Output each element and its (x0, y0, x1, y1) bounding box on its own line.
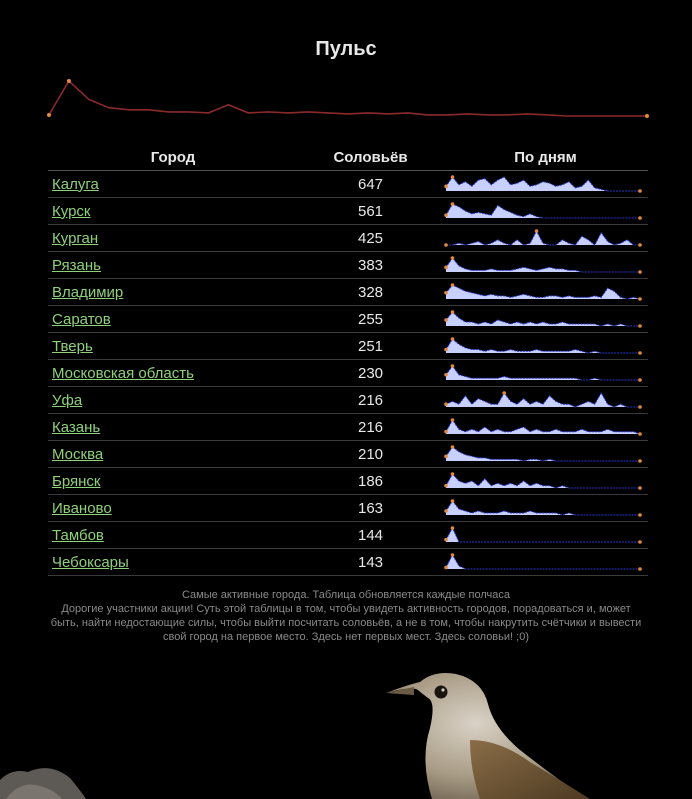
city-cell (48, 252, 298, 279)
sparkline-point (535, 229, 539, 233)
sparkline-point (444, 243, 448, 247)
sparkline-point (444, 455, 448, 459)
sparkline-area (446, 312, 640, 326)
sparkline-point (638, 351, 642, 355)
nightingale-count: 255 (298, 306, 443, 333)
city-ranking-table (48, 144, 648, 576)
sparkline-point (451, 418, 455, 422)
nightingale-count: 143 (298, 549, 443, 576)
sparkline-point (444, 213, 448, 217)
sparkline-line (446, 366, 640, 380)
city-link[interactable]: Казань (52, 418, 101, 436)
pulse-line (49, 81, 647, 116)
city-link[interactable]: Чебоксары (52, 553, 129, 571)
sparkline-point (638, 540, 642, 544)
sparkline-point (638, 378, 642, 382)
sparkline-point (444, 373, 448, 377)
city-link[interactable]: Московская область (52, 364, 194, 382)
city-link[interactable]: Тамбов (52, 526, 104, 544)
daily-sparkline-cell (443, 495, 648, 522)
nightingale-count: 216 (298, 414, 443, 441)
daily-sparkline-cell (443, 360, 648, 387)
daily-sparkline-cell (443, 225, 648, 252)
sparkline-point (451, 175, 455, 179)
city-link[interactable]: Тверь (52, 337, 93, 355)
sparkline-point (444, 185, 448, 189)
sparkline-area (446, 258, 640, 272)
city-link[interactable]: Калуга (52, 175, 99, 193)
daily-sparkline-cell (443, 198, 648, 225)
sparkline-point (444, 266, 448, 270)
header-count: Соловьёв (298, 144, 443, 171)
nightingale-count: 425 (298, 225, 443, 252)
sparkline-point (451, 310, 455, 314)
pulse-point (67, 79, 71, 83)
sparkline-area (446, 339, 640, 353)
sparkline-point (638, 567, 642, 571)
sparkline-point (638, 270, 642, 274)
sparkline-point (451, 553, 455, 557)
table-row (48, 414, 648, 441)
daily-sparkline (443, 390, 643, 410)
sparkline-point (451, 256, 455, 260)
notes-caption: Самые активные города. Таблица обновляется каждые полчаса (181, 589, 511, 601)
sparkline-area (446, 177, 640, 191)
sparkline-point (451, 526, 455, 530)
sparkline-point (638, 432, 642, 436)
nightingale-count: 210 (298, 441, 443, 468)
daily-sparkline-cell (443, 549, 648, 576)
table-row (48, 225, 648, 252)
table-row (48, 495, 648, 522)
city-link[interactable]: Саратов (52, 310, 111, 328)
daily-sparkline (443, 228, 643, 248)
city-cell (48, 333, 298, 360)
daily-sparkline-cell (443, 387, 648, 414)
sparkline-point (451, 445, 455, 449)
city-cell (48, 198, 298, 225)
sparkline-point (451, 472, 455, 476)
sparkline-point (444, 318, 448, 322)
sparkline-point (444, 484, 448, 488)
daily-sparkline (443, 552, 643, 572)
daily-sparkline (443, 525, 643, 545)
city-cell (48, 360, 298, 387)
sparkline-point (638, 243, 642, 247)
daily-sparkline-cell (443, 171, 648, 198)
daily-sparkline-cell (443, 414, 648, 441)
nightingale-count: 163 (298, 495, 443, 522)
daily-sparkline (443, 309, 643, 329)
sparkline-point (451, 337, 455, 341)
daily-sparkline (443, 417, 643, 437)
daily-sparkline (443, 174, 643, 194)
city-link[interactable]: Курск (52, 202, 91, 220)
page-title: Пульс (315, 38, 377, 60)
sparkline-point (451, 364, 455, 368)
pulse-point (47, 113, 51, 117)
daily-sparkline (443, 255, 643, 275)
table-row (48, 441, 648, 468)
city-cell (48, 171, 298, 198)
table-row (48, 333, 648, 360)
city-cell (48, 414, 298, 441)
sparkline-point (638, 405, 642, 409)
city-cell (48, 522, 298, 549)
daily-sparkline-cell (443, 252, 648, 279)
daily-sparkline (443, 336, 643, 356)
city-cell (48, 468, 298, 495)
table-row (48, 522, 648, 549)
sparkline-point (638, 324, 642, 328)
bird-eye-glint (441, 688, 444, 691)
sparkline-point (638, 486, 642, 490)
header-daily: По дням (443, 144, 648, 171)
pulse-point (645, 114, 649, 118)
city-link[interactable]: Курган (52, 229, 99, 247)
daily-sparkline (443, 498, 643, 518)
city-cell (48, 495, 298, 522)
daily-sparkline-cell (443, 333, 648, 360)
nightingale-count: 230 (298, 360, 443, 387)
city-cell (48, 225, 298, 252)
table-header-row (48, 144, 648, 171)
daily-sparkline (443, 201, 643, 221)
footer-notes (46, 588, 646, 644)
sparkline-point (444, 430, 448, 434)
daily-sparkline (443, 471, 643, 491)
sparkline-point (444, 566, 448, 570)
city-link[interactable]: Брянск (52, 472, 101, 490)
daily-sparkline-cell (443, 441, 648, 468)
sparkline-line (446, 555, 640, 569)
table-row (48, 468, 648, 495)
sparkline-area (446, 447, 640, 461)
sparkline-point (638, 189, 642, 193)
city-cell (48, 387, 298, 414)
daily-sparkline (443, 363, 643, 383)
sparkline-point (444, 348, 448, 352)
daily-sparkline-cell (443, 306, 648, 333)
nightingale-photo (0, 640, 692, 799)
bird-eye (435, 686, 448, 699)
sparkline-area (446, 393, 640, 407)
table-row (48, 171, 648, 198)
sparkline-point (638, 459, 642, 463)
sparkline-point (638, 216, 642, 220)
table-row (48, 549, 648, 576)
daily-sparkline-cell (443, 279, 648, 306)
table-row (48, 387, 648, 414)
table-row (48, 279, 648, 306)
table-row (48, 306, 648, 333)
daily-sparkline (443, 282, 643, 302)
nightingale-count: 383 (298, 252, 443, 279)
sparkline-point (444, 509, 448, 513)
notes-message: Дорогие участники акции! Суть этой таблицы в том, чтобы увидеть активность городов, порадоваться и, может быть, найти недостающие силы, чтобы выйти посчитать соловьёв, а не в том, чтобы накрутить счётчики и вывести свой город на первое место. Здесь нет первых мест. Здесь соловьи! ;0) (50, 603, 642, 643)
sparkline-point (451, 283, 455, 287)
sparkline-point (451, 202, 455, 206)
daily-sparkline-cell (443, 522, 648, 549)
city-cell (48, 306, 298, 333)
nightingale-count: 216 (298, 387, 443, 414)
header-city: Город (48, 144, 298, 171)
sparkline-area (446, 204, 640, 218)
city-link[interactable]: Рязань (52, 256, 101, 274)
city-link[interactable]: Владимир (52, 283, 124, 301)
city-cell (48, 549, 298, 576)
pulse-chart (44, 72, 652, 124)
sparkline-point (444, 538, 448, 542)
daily-sparkline-cell (443, 468, 648, 495)
sparkline-area (446, 555, 640, 569)
city-cell (48, 279, 298, 306)
nightingale-count: 561 (298, 198, 443, 225)
city-link[interactable]: Иваново (52, 499, 112, 517)
nightingale-count: 647 (298, 171, 443, 198)
sparkline-point (638, 297, 642, 301)
nightingale-count: 144 (298, 522, 443, 549)
city-cell (48, 441, 298, 468)
sparkline-point (451, 499, 455, 503)
city-link[interactable]: Москва (52, 445, 104, 463)
bird-wing (470, 740, 590, 799)
table-row (48, 198, 648, 225)
sparkline-point (502, 391, 506, 395)
sparkline-line (446, 528, 640, 542)
table-row (48, 252, 648, 279)
sparkline-area (446, 528, 640, 542)
sparkline-area (446, 285, 640, 299)
table-row (48, 360, 648, 387)
sparkline-point (444, 402, 448, 406)
nightingale-count: 251 (298, 333, 443, 360)
sparkline-area (446, 231, 640, 245)
daily-sparkline (443, 444, 643, 464)
sparkline-point (444, 291, 448, 295)
nightingale-count: 186 (298, 468, 443, 495)
city-link[interactable]: Уфа (52, 391, 83, 409)
nightingale-count: 328 (298, 279, 443, 306)
sparkline-point (638, 513, 642, 517)
